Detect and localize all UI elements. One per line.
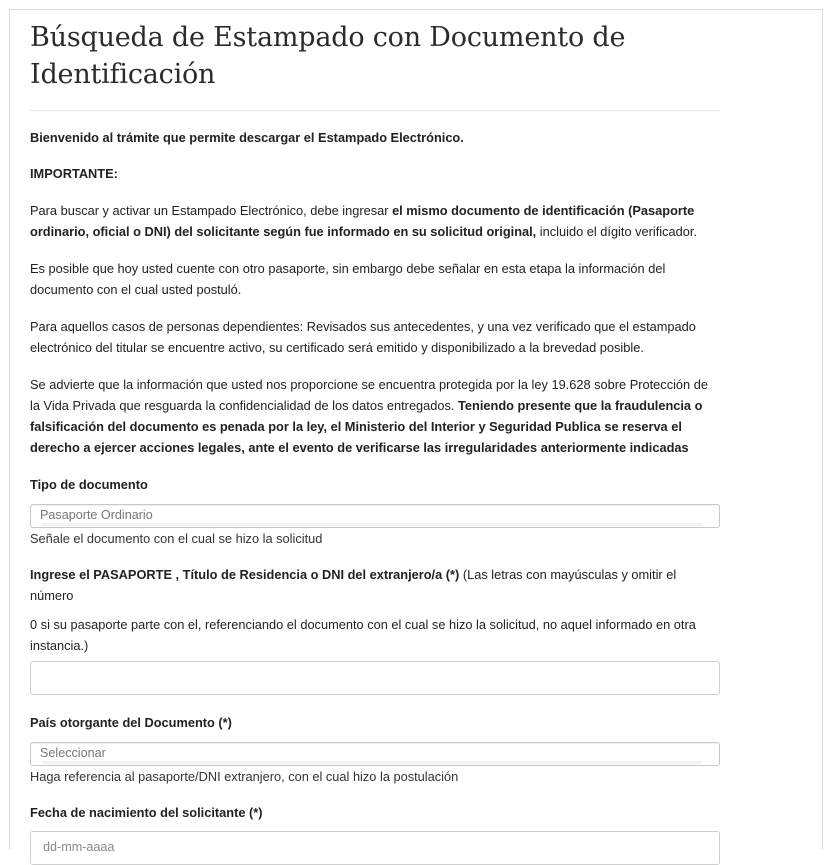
birth-date-label: Fecha de nacimiento del solicitante (*)	[30, 805, 263, 820]
instructions-text-bold: el mismo documento de identificación (Pasaporte ordinario, oficial o DNI) del solicitante según fue informado en su solicitud original,	[30, 203, 695, 239]
document-number-label	[30, 564, 720, 606]
issuing-country-scrollbar	[42, 761, 702, 764]
page-frame	[9, 9, 823, 854]
page-title: Búsqueda de Estampado con Documento de Identificación	[30, 22, 626, 90]
legal-warning-text: Teniendo presente que la fraudulencia o falsificación del documento es penada por la ley, el Ministerio del Interior y Seguridad Publica se reserva el derecho a ejercer acciones legales, ante el evento de verificarse las irregularidades anteriormente indicadas	[30, 398, 703, 455]
privacy-paragraph	[30, 374, 720, 458]
document-type-scrollbar	[42, 523, 702, 526]
issuing-country-value: Seleccionar	[40, 746, 106, 760]
document-number-label-bold: Ingrese el PASAPORTE , Título de Residencia o DNI del extranjero/a (*)	[30, 567, 460, 582]
document-type-select[interactable]	[30, 504, 720, 528]
passport-note-paragraph: Es posible que hoy usted cuente con otro pasaporte, sin embargo debe señalar en esta etapa la información del documento con el cual usted postuló.	[30, 261, 666, 297]
document-number-label-continued: 0 si su pasaporte parte con el, referenciando el documento con el cual se hizo la solicitud, no aquel informado en otra instancia.)	[30, 617, 696, 653]
document-type-label: Tipo de documento	[30, 477, 148, 492]
main-content	[30, 10, 720, 865]
issuing-country-label: País otorgante del Documento (*)	[30, 715, 232, 730]
document-number-input[interactable]	[30, 661, 720, 695]
document-type-help: Señale el documento con el cual se hizo la solicitud	[30, 531, 323, 546]
instructions-text-c: incluido el dígito verificador.	[536, 224, 698, 239]
issuing-country-select[interactable]	[30, 742, 720, 766]
important-heading: IMPORTANTE:	[30, 166, 118, 181]
issuing-country-help: Haga referencia al pasaporte/DNI extranjero, con el cual hizo la postulación	[30, 769, 459, 784]
instructions-paragraph	[30, 200, 720, 242]
document-number-label-note: (Las letras con mayúsculas y omitir el número	[30, 567, 677, 603]
instructions-text-a: Para buscar y activar un Estampado Electrónico, debe ingresar	[30, 203, 393, 218]
privacy-text: Se advierte que la información que usted nos proporcione se encuentra protegida por la ley 19.628 sobre Protección de la Vida Privada que resguarda la confidencialidad de los datos entregados.	[30, 377, 708, 413]
welcome-text: Bienvenido al trámite que permite descargar el Estampado Electrónico.	[30, 130, 464, 145]
document-type-value: Pasaporte Ordinario	[40, 508, 153, 522]
dependents-paragraph: Para aquellos casos de personas dependientes: Revisados sus antecedentes, y una vez verificado que el estampado electrónico del titular se encuentre activo, su certificado será emitido y disponibilizado a la brevedad posible.	[30, 319, 696, 355]
birth-date-input[interactable]	[30, 831, 720, 865]
birth-date-placeholder: dd-mm-aaaa	[43, 840, 115, 854]
title-divider	[30, 110, 720, 111]
